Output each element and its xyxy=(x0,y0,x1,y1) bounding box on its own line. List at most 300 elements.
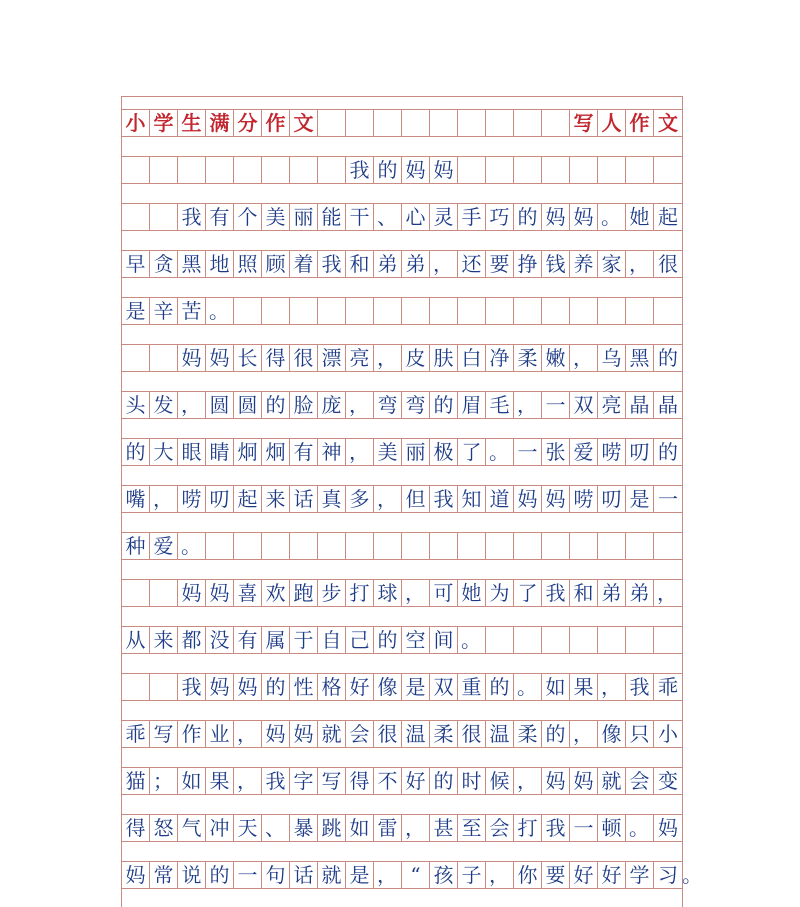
grid-cell: 很 xyxy=(374,721,402,747)
grid-cell xyxy=(150,157,178,183)
grid-cell: 冲 xyxy=(206,815,234,841)
grid-cell: 从 xyxy=(122,627,150,653)
grid-cell: 如 xyxy=(346,815,374,841)
grid-cell: 圆 xyxy=(234,392,262,418)
grid-cell: 。 xyxy=(514,674,542,700)
grid-cell xyxy=(318,533,346,559)
grid-cell: 妈 xyxy=(262,721,290,747)
grid-cell: 。 xyxy=(486,439,514,465)
grid-cell xyxy=(150,674,178,700)
grid-cell: 弟 xyxy=(598,580,626,606)
grid-cell: 习 。 xyxy=(658,863,702,887)
grid-cell: 还 xyxy=(458,251,486,277)
grid-cell: ， xyxy=(346,439,374,465)
grid-cell: 干 xyxy=(346,204,374,230)
grid-cell: 但 xyxy=(402,486,430,512)
grid-cell: 妈 xyxy=(542,204,570,230)
grid-cell: 小 xyxy=(658,722,678,746)
grid-cell: 能 xyxy=(318,204,346,230)
grid-cell: 好 xyxy=(346,674,374,700)
grid-cell: 作 xyxy=(626,110,654,136)
grid-cell: ， xyxy=(486,862,514,888)
essay-line xyxy=(122,203,682,231)
grid-cell: 说 xyxy=(178,862,206,888)
grid-cell xyxy=(542,157,570,183)
grid-cell xyxy=(654,157,682,183)
grid-cell: 好 xyxy=(598,862,626,888)
grid-cell: 弟 xyxy=(402,251,430,277)
grid-cell: 妈 xyxy=(234,674,262,700)
grid-cell: 美 xyxy=(374,439,402,465)
grid-cell xyxy=(234,533,262,559)
grid-cell: 眼 xyxy=(178,439,206,465)
grid-cell xyxy=(430,298,458,324)
grid-cell xyxy=(402,533,430,559)
grid-cell: 美 xyxy=(262,204,290,230)
grid-cell xyxy=(514,298,542,324)
grid-cell: 妈 xyxy=(430,157,458,183)
grid-cell: 好 xyxy=(402,768,430,794)
grid-cell: 得 xyxy=(346,768,374,794)
essay-line xyxy=(122,532,682,560)
grid-cell xyxy=(262,533,290,559)
grid-cell: 的 xyxy=(262,674,290,700)
grid-cell xyxy=(122,580,150,606)
grid-cell: 。 xyxy=(458,627,486,653)
grid-cell xyxy=(430,533,458,559)
grid-cell: 。 xyxy=(598,204,626,230)
grid-cell: 了 xyxy=(514,580,542,606)
grid-cell xyxy=(374,298,402,324)
grid-cell: 己 xyxy=(346,627,374,653)
grid-cell: 的 xyxy=(374,157,402,183)
grid-cell: 就 xyxy=(598,768,626,794)
grid-cell: 乖 xyxy=(122,721,150,747)
grid-cell xyxy=(598,627,626,653)
grid-cell xyxy=(626,533,654,559)
grid-cell xyxy=(458,157,486,183)
grid-cell: 妈 xyxy=(402,157,430,183)
grid-cell: 晶 xyxy=(658,393,678,417)
essay-line xyxy=(122,767,682,795)
grid-cell: 学 xyxy=(150,110,178,136)
grid-cell: 如 xyxy=(178,768,206,794)
grid-cell: 小 xyxy=(122,110,150,136)
grid-cell xyxy=(122,204,150,230)
grid-cell: 养 xyxy=(570,251,598,277)
grid-cell: 道 xyxy=(486,486,514,512)
grid-cell: 的 xyxy=(514,204,542,230)
grid-cell: 的 xyxy=(262,392,290,418)
grid-cell xyxy=(598,298,626,324)
essay-line xyxy=(122,344,682,372)
grid-cell: 家 xyxy=(598,251,626,277)
grid-cell: 话 xyxy=(290,486,318,512)
grid-cell xyxy=(626,157,654,183)
grid-cell xyxy=(570,298,598,324)
grid-cell: 写 xyxy=(570,110,598,136)
grid-cell: 的 xyxy=(430,392,458,418)
grid-cell: 亮 xyxy=(598,392,626,418)
grid-cell: 辛 xyxy=(150,298,178,324)
essay-line xyxy=(122,626,682,654)
grid-cell: 心 xyxy=(402,204,430,230)
grid-cell xyxy=(318,157,346,183)
grid-cell: 起 xyxy=(658,205,678,229)
grid-cell xyxy=(178,157,206,183)
grid-cell: 生 xyxy=(178,110,206,136)
grid-cell: 手 xyxy=(458,204,486,230)
grid-cell xyxy=(374,110,402,136)
grid-cell xyxy=(374,533,402,559)
grid-cell: 长 xyxy=(234,345,262,371)
grid-cell: 柔 xyxy=(430,721,458,747)
grid-cell: 好 xyxy=(570,862,598,888)
grid-cell xyxy=(626,627,654,653)
essay-line xyxy=(122,250,682,278)
grid-cell: 的 xyxy=(486,674,514,700)
grid-cell: ， xyxy=(234,768,262,794)
grid-cell xyxy=(458,533,486,559)
grid-cell xyxy=(150,345,178,371)
grid-cell: 性 xyxy=(290,674,318,700)
grid-cell: ； xyxy=(150,768,178,794)
grid-cell: 常 xyxy=(150,862,178,888)
grid-cell: 如 xyxy=(542,674,570,700)
grid-cell: 漂 xyxy=(318,345,346,371)
grid-cell: 贪 xyxy=(150,251,178,277)
grid-cell xyxy=(570,533,598,559)
grid-cell: 天 xyxy=(234,815,262,841)
essay-line xyxy=(122,861,702,889)
grid-cell: 妈 xyxy=(206,345,234,371)
grid-cell xyxy=(514,533,542,559)
grid-cell xyxy=(122,674,150,700)
grid-cell: ， xyxy=(374,862,402,888)
grid-cell: 爱 xyxy=(150,533,178,559)
essay-line xyxy=(122,673,682,701)
grid-cell xyxy=(346,298,374,324)
grid-cell: 像 xyxy=(374,674,402,700)
grid-cell xyxy=(598,157,626,183)
grid-cell: ， xyxy=(514,392,542,418)
grid-cell: ， xyxy=(402,580,430,606)
grid-cell: 的 xyxy=(658,440,678,464)
grid-cell: 暴 xyxy=(290,815,318,841)
essay-line xyxy=(122,391,682,419)
grid-cell: 子 xyxy=(458,862,486,888)
grid-cell: 妈 xyxy=(542,768,570,794)
grid-cell: 弯 xyxy=(402,392,430,418)
grid-cell: 妈 xyxy=(178,580,206,606)
grid-cell xyxy=(570,627,598,653)
grid-cell: ， xyxy=(570,345,598,371)
grid-cell: 有 xyxy=(290,439,318,465)
grid-cell: 脸 xyxy=(290,392,318,418)
grid-cell xyxy=(402,110,430,136)
grid-cell xyxy=(542,533,570,559)
grid-cell: ， xyxy=(178,392,206,418)
grid-cell: 学 xyxy=(626,862,654,888)
grid-cell: 起 xyxy=(234,486,262,512)
grid-cell: 得 xyxy=(262,345,290,371)
grid-cell: 有 xyxy=(206,204,234,230)
grid-cell: 的 xyxy=(542,721,570,747)
grid-cell: 作 xyxy=(178,721,206,747)
grid-cell: 神 xyxy=(318,439,346,465)
grid-cell: 像 xyxy=(598,721,626,747)
grid-cell: 、 xyxy=(374,204,402,230)
grid-cell: 文 xyxy=(290,110,318,136)
grid-cell: 甚 xyxy=(430,815,458,841)
grid-cell: 的 xyxy=(658,346,678,370)
composition-paper xyxy=(121,96,702,907)
grid-cell: 双 xyxy=(570,392,598,418)
grid-cell: 写 xyxy=(150,721,178,747)
grid-cell: 得 xyxy=(122,815,150,841)
grid-cell: 会 xyxy=(626,768,654,794)
grid-cell xyxy=(290,533,318,559)
grid-cell: 打 xyxy=(514,815,542,841)
grid-cell: 个 xyxy=(234,204,262,230)
header-row xyxy=(122,109,682,137)
grid-cell: 文 xyxy=(658,111,678,135)
grid-cell: ， xyxy=(234,721,262,747)
grid-cell: 和 xyxy=(346,251,374,277)
grid-cell: 庞 xyxy=(318,392,346,418)
grid-cell: 自 xyxy=(318,627,346,653)
grid-cell: 我 xyxy=(346,157,374,183)
grid-cell: ， xyxy=(430,251,458,277)
grid-cell: 大 xyxy=(150,439,178,465)
grid-cell xyxy=(486,627,514,653)
grid-cell: 至 xyxy=(458,815,486,841)
grid-cell: 我 xyxy=(626,674,654,700)
grid-cell: 只 xyxy=(626,721,654,747)
grid-cell: 多 xyxy=(346,486,374,512)
essay-line xyxy=(122,438,682,466)
grid-cell: 发 xyxy=(150,392,178,418)
grid-cell xyxy=(654,533,682,559)
grid-cell: 黑 xyxy=(178,251,206,277)
grid-cell: 变 xyxy=(658,769,678,793)
grid-cell xyxy=(290,157,318,183)
grid-cell: 弯 xyxy=(374,392,402,418)
grid-cell: 柔 xyxy=(514,345,542,371)
grid-cell xyxy=(262,157,290,183)
grid-cell: 乖 xyxy=(658,675,678,699)
grid-cell: 来 xyxy=(262,486,290,512)
grid-cell: 顾 xyxy=(262,251,290,277)
grid-cell: 温 xyxy=(486,721,514,747)
grid-cell xyxy=(262,298,290,324)
grid-cell: 果 xyxy=(206,768,234,794)
grid-cell: 炯 xyxy=(234,439,262,465)
grid-cell: ， xyxy=(374,486,402,512)
grid-cell: 来 xyxy=(150,627,178,653)
grid-cell: ， xyxy=(598,674,626,700)
title-row xyxy=(122,156,682,184)
grid-cell: 钱 xyxy=(542,251,570,277)
grid-cell: 的 xyxy=(122,439,150,465)
grid-cell: 皮 xyxy=(402,345,430,371)
grid-cell: 苦 xyxy=(178,298,206,324)
grid-cell: 温 xyxy=(402,721,430,747)
grid-cell: 间 xyxy=(430,627,458,653)
overflow-punctuation: 。 xyxy=(682,863,702,887)
grid-cell: 一 xyxy=(570,815,598,841)
essay-line xyxy=(122,814,682,842)
grid-cell: 挣 xyxy=(514,251,542,277)
grid-cell: 炯 xyxy=(262,439,290,465)
grid-cell: 。 xyxy=(206,298,234,324)
grid-cell xyxy=(206,157,234,183)
grid-cell: 了 xyxy=(458,439,486,465)
grid-cell: 唠 xyxy=(598,439,626,465)
grid-cell: 空 xyxy=(402,627,430,653)
grid-cell xyxy=(654,627,682,653)
essay-line xyxy=(122,579,682,607)
essay-line xyxy=(122,485,682,513)
grid-cell: 净 xyxy=(486,345,514,371)
grid-cell: 亮 xyxy=(346,345,374,371)
grid-cell: 气 xyxy=(178,815,206,841)
grid-cell: 重 xyxy=(458,674,486,700)
grid-cell: 真 xyxy=(318,486,346,512)
grid-cell: 睛 xyxy=(206,439,234,465)
grid-cell: 黑 xyxy=(626,345,654,371)
grid-cell xyxy=(402,298,430,324)
grid-cell: 丽 xyxy=(402,439,430,465)
grid-cell: 会 xyxy=(346,721,374,747)
grid-cell: 的 xyxy=(374,627,402,653)
grid-cell: 白 xyxy=(458,345,486,371)
grid-cell: ， xyxy=(346,392,374,418)
grid-cell: 灵 xyxy=(430,204,458,230)
grid-cell: 句 xyxy=(262,862,290,888)
grid-cell: 果 xyxy=(570,674,598,700)
grid-cell: 都 xyxy=(178,627,206,653)
grid-cell: 时 xyxy=(458,768,486,794)
grid-cell: 张 xyxy=(542,439,570,465)
grid-cell: 满 xyxy=(206,110,234,136)
grid-cell: 一 xyxy=(514,439,542,465)
grid-cell xyxy=(486,157,514,183)
grid-cell: 。 xyxy=(626,815,654,841)
grid-cell xyxy=(234,298,262,324)
grid-cell: 一 xyxy=(658,487,678,511)
grid-cell: 我 xyxy=(178,204,206,230)
grid-cell: 妈 xyxy=(514,486,542,512)
grid-cell: 叨 xyxy=(206,486,234,512)
grid-cell: 一 xyxy=(234,862,262,888)
grid-cell: 很 xyxy=(458,721,486,747)
grid-cell: 顿 xyxy=(598,815,626,841)
grid-cell xyxy=(458,110,486,136)
grid-cell xyxy=(458,298,486,324)
grid-cell: ， xyxy=(150,486,178,512)
grid-cell: 头 xyxy=(122,392,150,418)
grid-cell: 早 xyxy=(122,251,150,277)
grid-cell: 叨 xyxy=(626,439,654,465)
grid-cell: 我 xyxy=(542,580,570,606)
grid-cell: 地 xyxy=(206,251,234,277)
grid-cell xyxy=(234,157,262,183)
grid-cell: 是 xyxy=(122,298,150,324)
grid-cell: 球 xyxy=(374,580,402,606)
grid-cell xyxy=(626,298,654,324)
grid-cell: ， xyxy=(626,251,654,277)
grid-cell: 我 xyxy=(430,486,458,512)
grid-cell xyxy=(514,157,542,183)
grid-cell: 种 xyxy=(122,533,150,559)
grid-cell: 嫩 xyxy=(542,345,570,371)
grid-cell: 猫 xyxy=(122,768,150,794)
grid-cell xyxy=(486,298,514,324)
grid-cell: 毛 xyxy=(486,392,514,418)
grid-cell: 属 xyxy=(262,627,290,653)
grid-cell: 嘴 xyxy=(122,486,150,512)
grid-cell: 业 xyxy=(206,721,234,747)
grid-cell: 乌 xyxy=(598,345,626,371)
grid-cell: 分 xyxy=(234,110,262,136)
grid-cell: 的 xyxy=(430,768,458,794)
grid-cell xyxy=(122,345,150,371)
grid-cell xyxy=(542,627,570,653)
grid-cell: 巧 xyxy=(486,204,514,230)
grid-cell: 妈 xyxy=(122,862,150,888)
grid-cell: 就 xyxy=(318,862,346,888)
grid-cell: 没 xyxy=(206,627,234,653)
grid-cell: 妈 xyxy=(178,345,206,371)
grid-cell xyxy=(150,204,178,230)
grid-cell: 她 xyxy=(458,580,486,606)
grid-cell: 喜 xyxy=(234,580,262,606)
grid-cell: 丽 xyxy=(290,204,318,230)
grid-cell: 有 xyxy=(234,627,262,653)
grid-cell: 我 xyxy=(542,815,570,841)
grid-cell: 和 xyxy=(570,580,598,606)
grid-cell: 叨 xyxy=(598,486,626,512)
grid-cell: 你 xyxy=(514,862,542,888)
grid-cell: ， xyxy=(374,345,402,371)
grid-cell: 为 xyxy=(486,580,514,606)
grid-cell: 跳 xyxy=(318,815,346,841)
grid-cell: 很 xyxy=(658,252,678,276)
grid-cell xyxy=(486,533,514,559)
grid-cell: 跑 xyxy=(290,580,318,606)
grid-cell: 我 xyxy=(178,674,206,700)
grid-cell xyxy=(318,110,346,136)
grid-cell xyxy=(542,298,570,324)
grid-cell: 肤 xyxy=(430,345,458,371)
grid-cell: 、 xyxy=(262,815,290,841)
grid-cell: 弟 xyxy=(374,251,402,277)
grid-cell: 字 xyxy=(290,768,318,794)
grid-cell: 一 xyxy=(542,392,570,418)
essay-line xyxy=(122,720,682,748)
grid-cell: 雷 xyxy=(374,815,402,841)
grid-cell: 的 xyxy=(206,862,234,888)
grid-cell xyxy=(290,298,318,324)
grid-cell: 照 xyxy=(234,251,262,277)
grid-cell: 可 xyxy=(430,580,458,606)
grid-cell: 妈 xyxy=(542,486,570,512)
grid-cell: ， xyxy=(514,768,542,794)
grid-cell: ， xyxy=(657,581,677,605)
grid-cell: 圆 xyxy=(206,392,234,418)
grid-cell: 打 xyxy=(346,580,374,606)
